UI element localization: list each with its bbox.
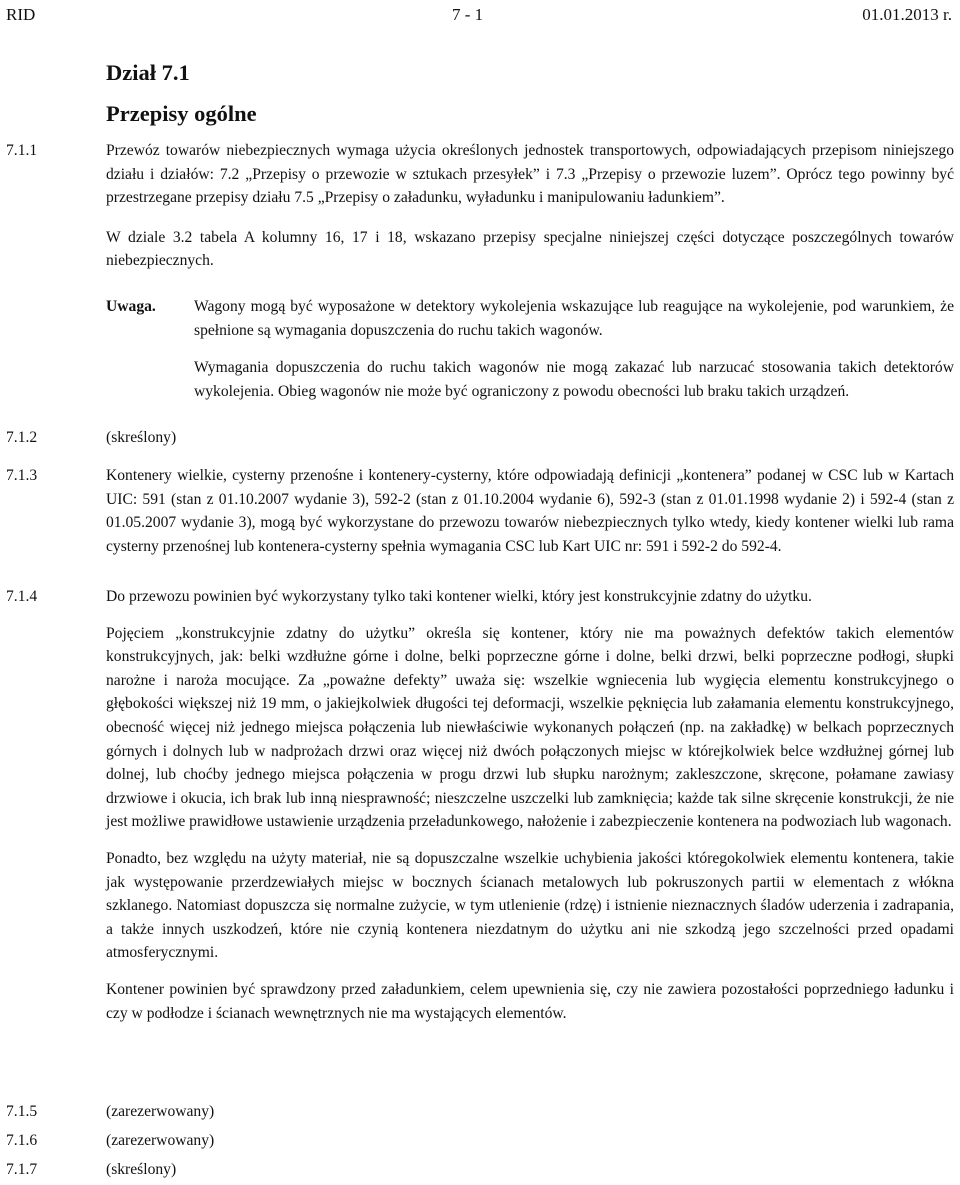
section-number: 7.1.6: [6, 1132, 38, 1149]
section-number: 7.1.3: [6, 467, 38, 484]
paragraph: Kontener powinien być sprawdzony przed załadunkiem, celem upewnienia się, czy nie zawiera pozostałości poprzedniego ładunku i czy w podłodze i ścianach wewnętrznych nie ma wystających elementów.: [106, 980, 954, 1022]
chapter-subtitle: Przepisy ogólne: [106, 101, 257, 126]
note-label: Uwaga.: [106, 298, 156, 315]
paragraph: Przewóz towarów niebezpiecznych wymaga użycia określonych jednostek transportowych, odpowiadających przepisom niniejszego działu i działów: 7.2 „Przepisy o przewozie w sztukach przesyłek” i 7.3 „Przepisy o przewozie luzem”. Oprócz tego powinny być przestrzegane przepisy działu 7.5 „Przepisy o załadunku, wyładunku i manipulowaniu ładunkiem”.: [106, 142, 954, 207]
section-number: 7.1.4: [6, 588, 38, 605]
paragraph: Do przewozu powinien być wykorzystany tylko taki kontener wielki, który jest konstrukcyjnie zdatny do użytku.: [106, 588, 812, 605]
header-doc-name: RID: [6, 5, 36, 24]
paragraph: Pojęciem „konstrukcyjnie zdatny do użytku” określa się kontener, który nie ma poważnych defektów takich elementów konstrukcyjnych, jak: belki wzdłużne górne i dolne, belki poprzeczne górne i dolne, belki drzwi, belki poprzeczne podłogi, słupki narożne i naroża mocujące. Za „poważne defekty” uważa się: wszelkie wgniecenia lub wygięcia elementu konstrukcyjnego o głębokości większej niż 19 mm, o jakiejkolwiek długości tej deformacji, wszelkie pęknięcia lub załamania elementu konstrukcyjnego, obecność więcej niż jednego miejsca połączenia lub niewłaściwie wykonanych połączeń (np. na zakładkę) w belkach poprzecznych górnych i dolnych lub w nadprożach drzwi oraz więcej niż dwóch połączonych miejsc w którejkolwiek belce wzdłużnej górnej lub dolnej, lub choćby jednego miejsca połączenia w progu drzwi lub słupku narożnym; zakleszczone, skręcone, połamane zawiasy drzwiowe i okucia, ich brak lub inną niesprawność; nieszczelne uszczelki lub zamknięcia; każde tak silne skręcenie konstrukcji, że nie jest możliwe prawidłowe ustawienie urządzenia przeładunkowego, nałożenie i zabezpieczenie kontenera na podwoziach lub wagonach.: [106, 624, 954, 831]
header-page-number: 7 - 1: [452, 5, 484, 24]
paragraph: Ponadto, bez względu na użyty materiał, nie są dopuszczalne wszelkie uchybienia jakości któregokolwiek elementu kontenera, takie jak występowanie przerdzewiałych miejsc w bocznych ścianach metalowych lub pokruszonych partii w elementach z włókna szklanego. Natomiast dopuszcza się normalne zużycie, w tym utlenienie (rdzę) i istnienie nieznacznych śladów uderzenia i zadrapania, a także innych uszkodzeń, które nie czynią kontenera niezdatnym do użytku ani nie szkodzą jego szczelności przed opadami atmosferycznymi.: [106, 849, 954, 962]
page-header: [0, 2, 960, 28]
section-number: 7.1.5: [6, 1103, 38, 1120]
section-body: [106, 464, 954, 558]
section-body: [106, 585, 954, 1025]
paragraph: Wymagania dopuszczenia do ruchu takich wagonów nie mogą zakazać lub narzucać stosowania takich detektorów wykolejenia. Obieg wagonów nie może być ograniczony z powodu obecności lub braku takich urządzeń.: [194, 359, 954, 400]
section-body: (zarezerwowany): [106, 1132, 215, 1149]
section-body: (skreślony): [106, 1161, 177, 1178]
section-body: [106, 139, 954, 273]
paragraph: Kontenery wielkie, cysterny przenośne i kontenery-cysterny, które odpowiadają definicji „kontenera” podanej w CSC lub w Kartach UIC: 591 (stan z 01.10.2007 wydanie 3), 592-2 (stan z 01.10.2004 wydanie 6), 592-3 (stan z 01.01.1998 wydanie 2) i 592-4 (stan z 01.05.2007 wydanie 3), mogą być wykorzystane do przewozu towarów niebezpiecznych tylko wtedy, kiedy kontener wielki lub rama cysterny przenośnej lub kontenera-cysterny spełnia wymagania CSC lub Kart UIC nr: 591 i 592-2 do 592-4.: [106, 467, 954, 555]
paragraph: Wagony mogą być wyposażone w detektory wykolejenia wskazujące lub reagujące na wykolejenie, pod warunkiem, że spełnione są wymagania dopuszczenia do ruchu takich wagonów.: [194, 298, 954, 339]
paragraph: W dziale 3.2 tabela A kolumny 16, 17 i 18, wskazano przepisy specjalne niniejszej części dotyczące poszczególnych towarów niebezpiecznych.: [106, 228, 954, 270]
note-text: [194, 295, 954, 403]
header-date: 01.01.2013 r.: [862, 5, 952, 24]
section-number: 7.1.7: [6, 1161, 38, 1178]
section-number: 7.1.2: [6, 429, 38, 446]
section-number: 7.1.1: [6, 142, 38, 159]
chapter-title: Dział 7.1: [106, 60, 190, 85]
section-body: (zarezerwowany): [106, 1103, 215, 1120]
section-body: (skreślony): [106, 429, 177, 446]
